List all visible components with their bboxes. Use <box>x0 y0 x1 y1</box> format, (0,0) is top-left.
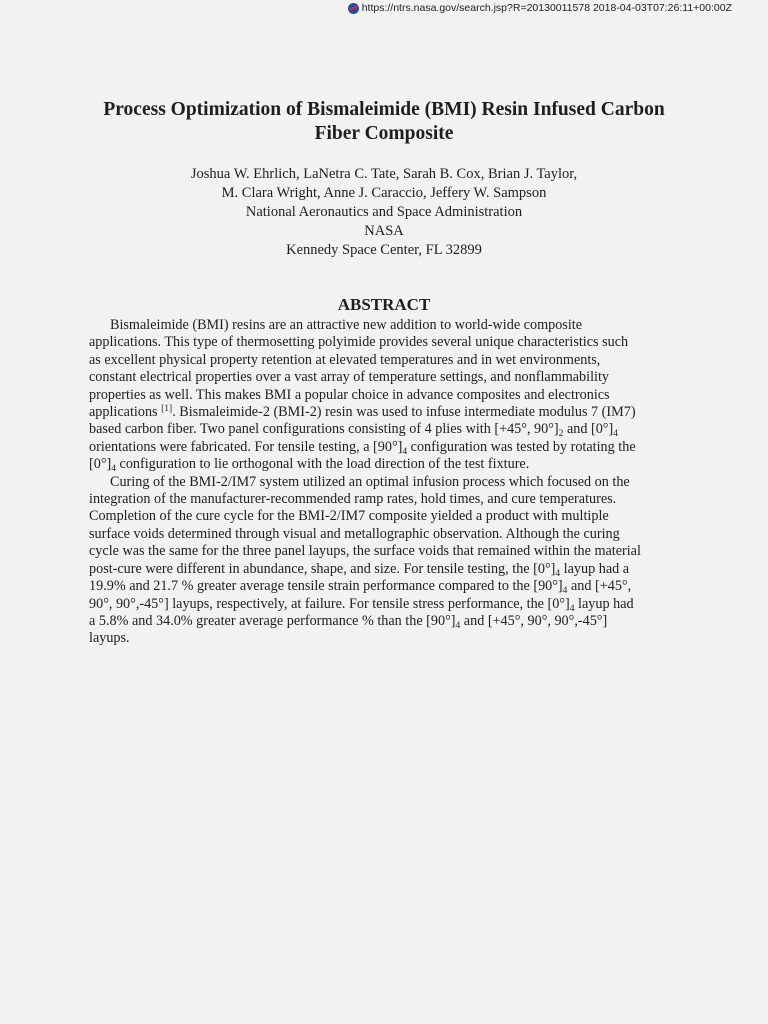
subscript: 4 <box>562 586 568 597</box>
line-text: [0°] <box>89 456 112 473</box>
abstract-line <box>89 404 687 421</box>
citation-ref: [1] <box>161 404 173 415</box>
abstract-line <box>89 456 687 473</box>
line-text: 90°, 90°,-45°] layups, respectively, at failure. For tensile stress performance, the [0°] <box>89 595 570 612</box>
line-text: orientations were fabricated. For tensile testing, a [90°] <box>89 438 403 455</box>
paper-title <box>60 98 708 146</box>
abstract-line <box>89 613 687 630</box>
subscript: 4 <box>555 568 561 579</box>
title-line-1: Process Optimization of Bismaleimide (BMI) Resin Infused Carbon <box>103 99 665 120</box>
abstract-line <box>89 439 687 456</box>
line-text: layup had <box>574 595 634 612</box>
abstract-line: surface voids determined through visual and metallographic observation. Although the curing <box>89 525 620 542</box>
line-text: 19.9% and 21.7 % greater average tensile strain performance compared to the [90°] <box>89 578 563 595</box>
subscript: 4 <box>111 464 116 475</box>
line-text: and [+45°, 90°, 90°,-45°] <box>460 612 608 629</box>
abstract-line: layups. <box>89 630 130 647</box>
line-text: configuration was tested by rotating the <box>407 438 636 455</box>
abstract-line <box>89 578 687 595</box>
subscript: 2 <box>558 429 564 440</box>
line-text: a 5.8% and 34.0% greater average performance % than the [90°] <box>89 612 456 629</box>
line-text: configuration to lie orthogonal with the load direction of the test fixture. <box>115 456 530 473</box>
abstract-line: as excellent physical property retention at elevated temperatures and in wet environments, <box>89 351 601 368</box>
abstract-line <box>89 561 687 578</box>
subscript: 4 <box>569 603 575 614</box>
abstract-line: applications. This type of thermosetting polyimide provides several unique characteristics such <box>89 334 629 351</box>
affiliation: National Aeronautics and Space Administration <box>245 204 523 220</box>
abstract-line: properties as well. This makes BMI a popular choice in advance composites and electronics <box>89 386 610 403</box>
abstract-line <box>89 596 687 613</box>
line-text: and [+45°, <box>567 578 632 595</box>
abstract-line <box>89 421 687 438</box>
authors-line-2: M. Clara Wright, Anne J. Caraccio, Jeffery W. Sampson <box>221 185 547 201</box>
abstract-line: Completion of the cure cycle for the BMI-2/IM7 composite yielded a product with multiple <box>89 508 609 525</box>
location: Kennedy Space Center, FL 32899 <box>286 242 482 258</box>
abstract-line: integration of the manufacturer-recommended ramp rates, hold times, and cure temperatures. <box>89 491 617 508</box>
nasa-logo-icon <box>348 3 359 14</box>
ntrs-stamp <box>348 1 732 15</box>
abstract-line: Bismaleimide (BMI) resins are an attractive new addition to world-wide composite <box>110 317 582 333</box>
line-text: applications <box>89 404 162 421</box>
line-text: post-cure were different in abundance, shape, and size. For tensile testing, the [0°] <box>89 560 556 577</box>
title-line-2: Fiber Composite <box>314 123 454 144</box>
abstract-line: Curing of the BMI-2/IM7 system utilized an optimal infusion process which focused on the <box>110 473 630 490</box>
line-text: layup had a <box>560 560 630 577</box>
ntrs-stamp-text: https://ntrs.nasa.gov/search.jsp?R=20130011578 2018-04-03T07:26:11+00:00Z <box>361 2 732 14</box>
authors-line-1: Joshua W. Ehrlich, LaNetra C. Tate, Sarah B. Cox, Brian J. Taylor, <box>190 166 578 182</box>
subscript: 4 <box>613 429 618 440</box>
organization: NASA <box>364 223 404 239</box>
subscript: 4 <box>402 446 408 457</box>
line-text: and [0°] <box>563 421 614 438</box>
line-text: based carbon fiber. Two panel configurations consisting of 4 plies with [+45°, 90°] <box>89 421 559 438</box>
abstract-line: cycle was the same for the three panel layups, the surface voids that remained within the material <box>89 543 641 560</box>
subscript: 4 <box>455 620 461 631</box>
abstract-heading: ABSTRACT <box>337 295 431 314</box>
author-block <box>60 165 708 260</box>
line-text: . Bismaleimide-2 (BMI-2) resin was used to infuse intermediate modulus 7 (IM7) <box>172 404 636 421</box>
abstract-body <box>89 317 687 648</box>
abstract-line: constant electrical properties over a vast array of temperature settings, and nonflammability <box>89 369 610 386</box>
